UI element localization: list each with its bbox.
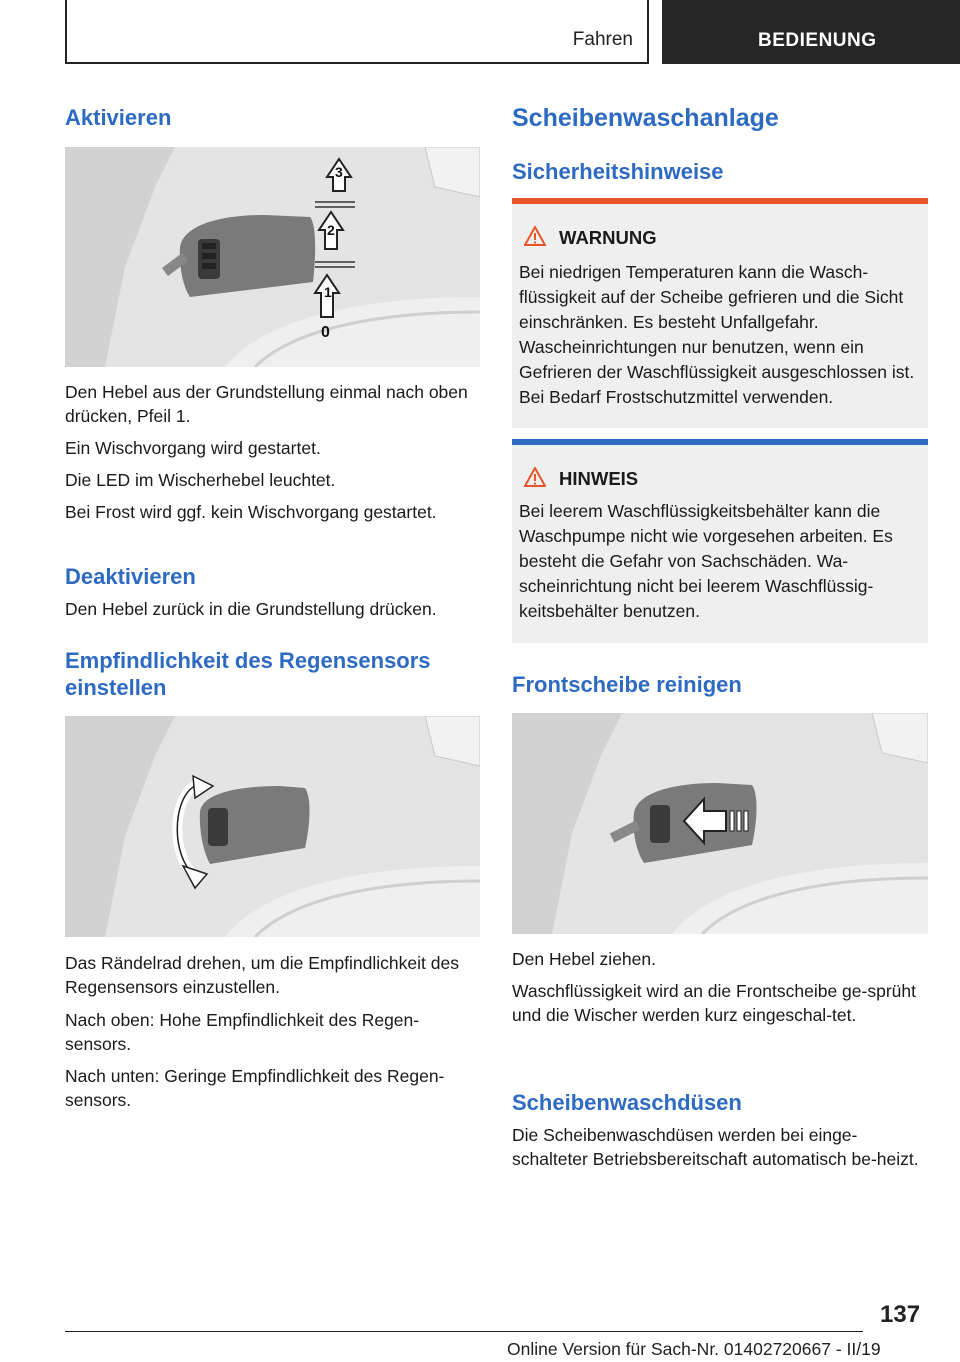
notice-triangle-icon (524, 467, 546, 487)
text-aktivieren-1: Den Hebel aus der Grundstellung einmal nach oben drücken, Pfeil 1. (65, 382, 468, 426)
text-front-2: Waschflüssigkeit wird an die Frontscheibe ge-sprüht und die Wischer werden kurz eingeschal-tet. (512, 981, 916, 1025)
page-number: 137 (880, 1301, 921, 1328)
notice-box (512, 439, 928, 643)
heading-deaktivieren: Deaktivieren (65, 564, 196, 589)
pull-lever-illustration (512, 713, 928, 934)
header-chapter-label: BEDIENUNG (758, 30, 877, 51)
text-empf-3: Nach unten: Geringe Empfindlichkeit des Regen-sensors. (65, 1066, 445, 1110)
lever-positions-illustration (65, 147, 480, 367)
warning-triangle-icon (524, 226, 546, 246)
text-aktivieren-3: Die LED im Wischerhebel leuchtet. (65, 470, 336, 490)
figure-pull-lever (512, 713, 928, 934)
fig1-label-1: 1 (324, 284, 332, 300)
heading-aktivieren: Aktivieren (65, 105, 172, 130)
fig1-label-2: 2 (327, 222, 335, 238)
warning-box (512, 198, 928, 428)
warning-bar (512, 198, 928, 204)
heading-empfindlichkeit: Empfindlichkeit des Regensensors einstellen (65, 648, 431, 700)
heading-frontscheibe: Frontscheibe reinigen (512, 672, 742, 697)
page-title: Scheibenwaschanlage (512, 104, 779, 132)
fig1-label-0: 0 (321, 324, 330, 341)
notice-bar (512, 439, 928, 445)
text-aktivieren-4: Bei Frost wird ggf. kein Wischvorgang gestartet. (65, 502, 437, 522)
header-chapter-tab (662, 0, 960, 64)
footer-version: Online Version für Sach-Nr. 01402720667 - II/19 (507, 1339, 881, 1359)
text-duesen: Die Scheibenwaschdüsen werden bei einge-schalteter Betriebsbereitschaft automatisch be-heizt. (512, 1125, 919, 1169)
figure-wiper-lever-positions (65, 147, 480, 367)
notice-text: Bei leerem Waschflüssigkeitsbehälter kann die Waschpumpe nicht wie vorgesehen arbeiten. Es besteht die Gefahr von Sachschäden. Wa-scheinrichtung nicht bei leerem Waschflüssig-keitsbehälter benutzen. (519, 501, 893, 621)
header-section-label: Fahren (572, 29, 633, 50)
notice-title: HINWEIS (559, 468, 639, 489)
text-empf-1: Das Rändelrad drehen, um die Empfindlichkeit des Regensensors einzustellen. (65, 953, 459, 997)
text-front-1: Den Hebel ziehen. (512, 949, 656, 969)
warning-title: WARNUNG (559, 227, 657, 248)
figure-knurled-wheel (65, 716, 480, 937)
heading-scheibenwaschduesen: Scheibenwaschdüsen (512, 1090, 742, 1115)
knurled-wheel-illustration (65, 716, 480, 937)
text-empf-2: Nach oben: Hohe Empfindlichkeit des Regen-sensors. (65, 1010, 420, 1054)
warning-text: Bei niedrigen Temperaturen kann die Wasch-flüssigkeit auf der Scheibe gefrieren und die Sicht einschränken. Es besteht Unfallgefahr. Wascheinrichtungen nur benutzen, wenn ein Gefrieren der Waschflüssigkeit ausgeschlossen ist. Bei Bedarf Frostschutzmittel verwenden. (519, 262, 915, 407)
text-aktivieren-2: Ein Wischvorgang wird gestartet. (65, 438, 321, 458)
footer-divider (65, 1331, 863, 1332)
fig1-label-3: 3 (335, 164, 343, 180)
text-deaktivieren: Den Hebel zurück in die Grundstellung drücken. (65, 599, 437, 619)
header-section-tab (65, 0, 649, 64)
heading-sicherheitshinweise: Sicherheitshinweise (512, 159, 724, 184)
